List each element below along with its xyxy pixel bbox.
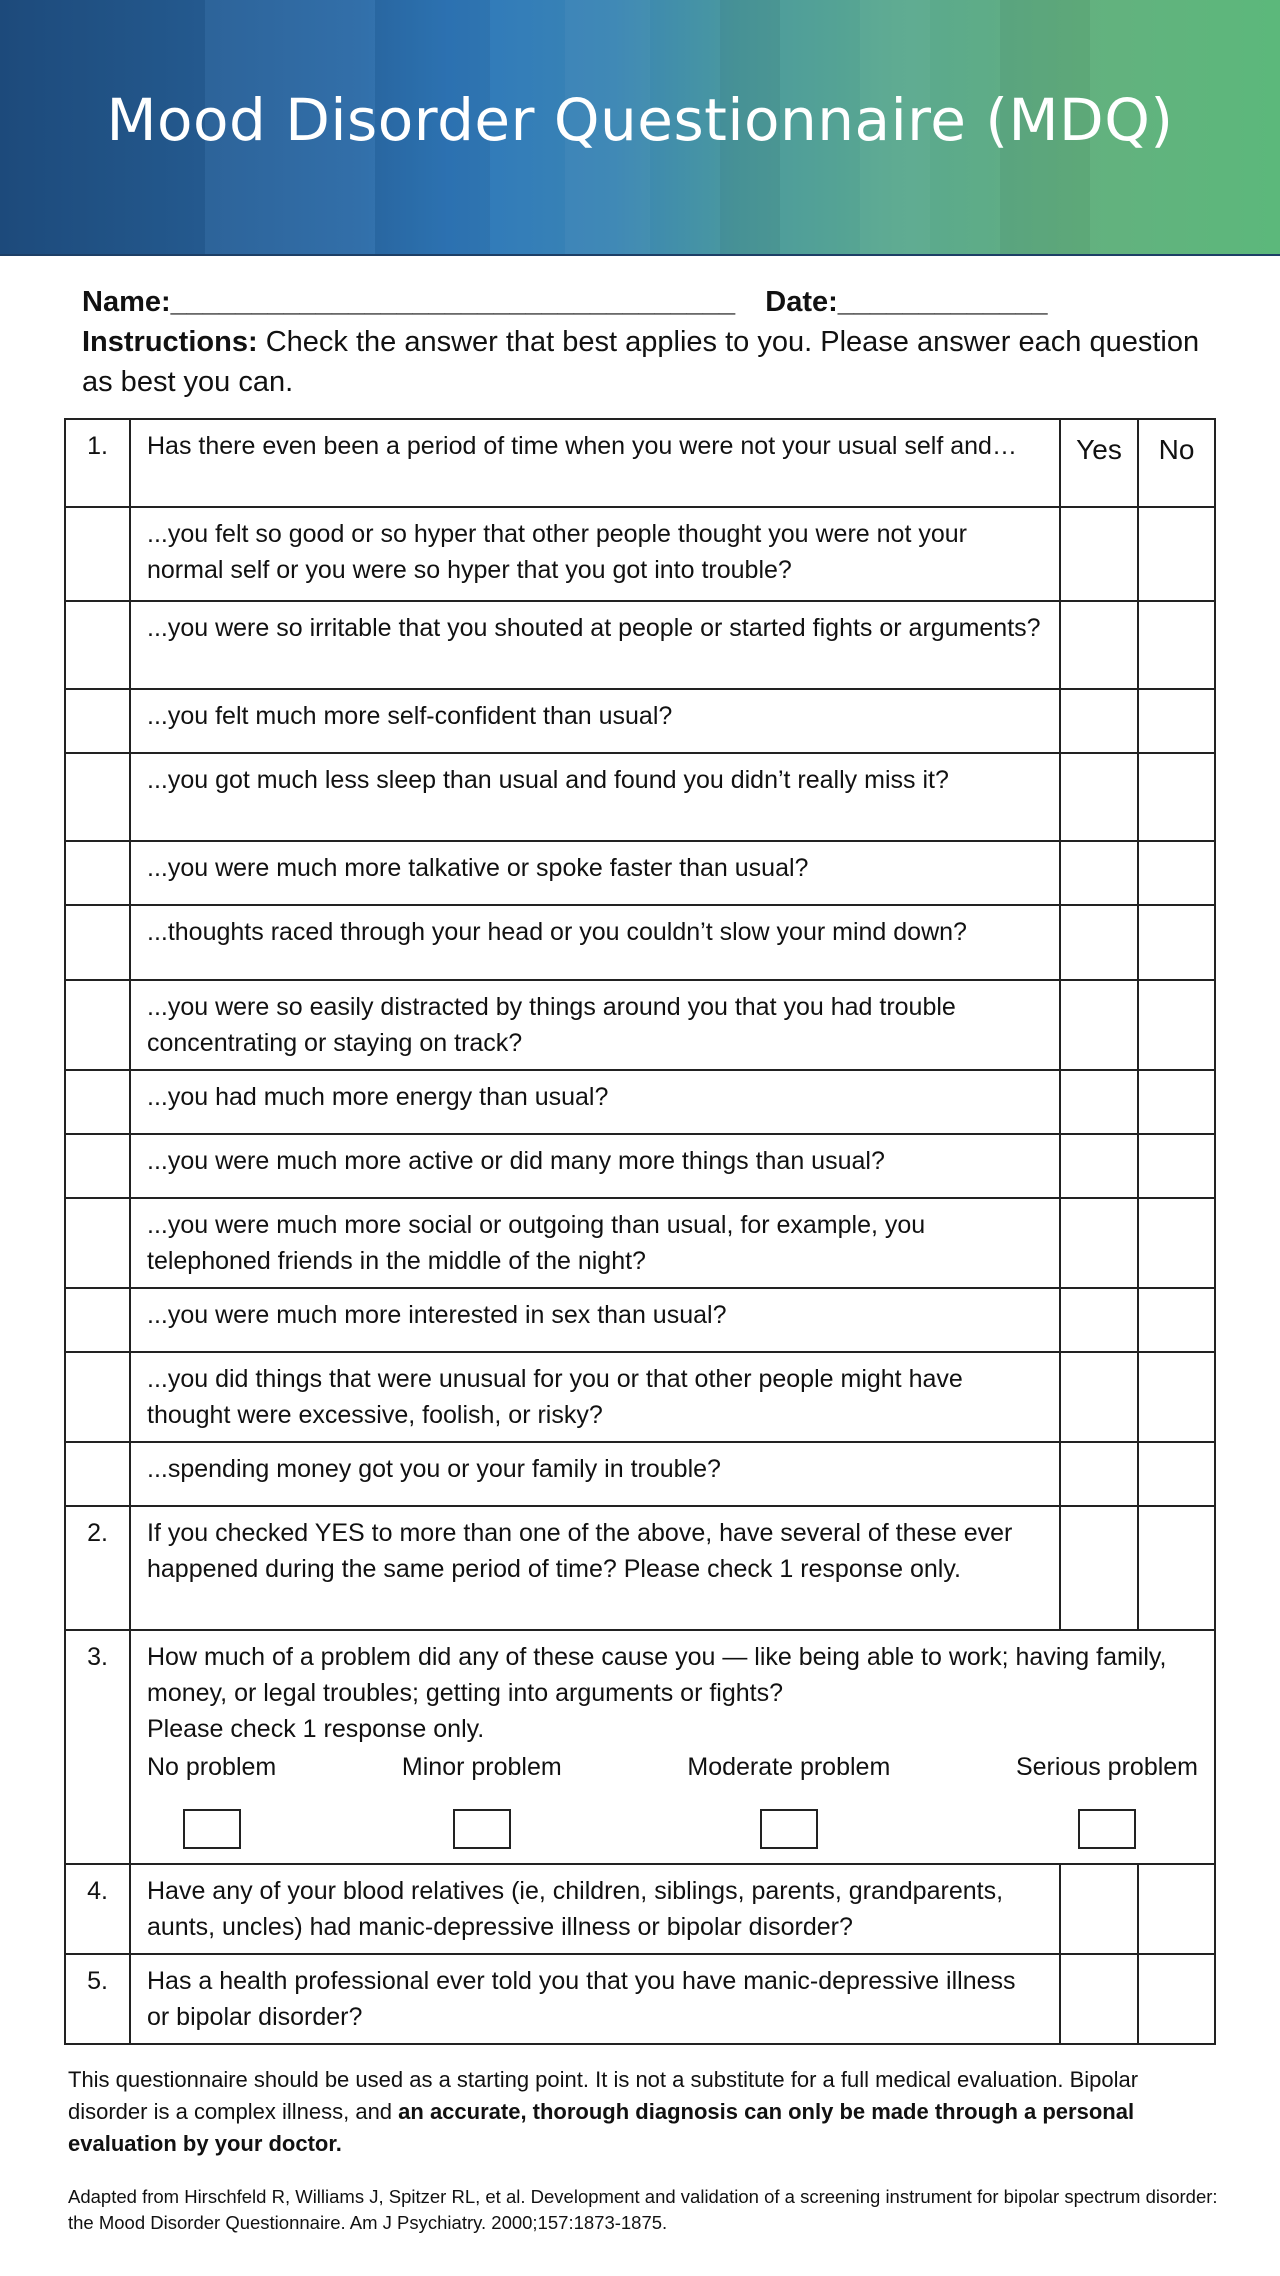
yes-checkbox[interactable] xyxy=(1060,507,1138,601)
symptom-text: ...you were so easily distracted by things around you that you had trouble concentrating or staying on track? xyxy=(130,980,1060,1070)
no-checkbox[interactable] xyxy=(1138,507,1215,601)
question-instruction: Please check 1 response only. xyxy=(147,1715,485,1743)
symptom-text: ...you were much more active or did many more things than usual? xyxy=(130,1134,1060,1198)
disclaimer-text: This questionnaire should be used as a starting point. It is not a substitute for a full medical evaluation. Bipolar disorder is a complex illness, and xyxy=(68,2067,1139,2124)
question-row-3 xyxy=(65,1630,1215,1864)
no-checkbox[interactable] xyxy=(1138,753,1215,841)
symptom-text: ...you were much more social or outgoing than usual, for example, you telephoned friends in the middle of the night? xyxy=(130,1198,1060,1288)
question-row-2 xyxy=(65,1506,1215,1630)
no-column-header: No xyxy=(1138,419,1215,507)
question-row-4 xyxy=(65,1864,1215,1954)
yes-checkbox[interactable] xyxy=(1060,1134,1138,1198)
question-row-5 xyxy=(65,1954,1215,2044)
symptom-text: ...you had much more energy than usual? xyxy=(130,1070,1060,1134)
symptom-text: ...you were so irritable that you shouted at people or started fights or arguments? xyxy=(130,601,1060,689)
date-label: Date: xyxy=(765,286,838,318)
disclaimer-emphasis: an accurate, thorough diagnosis can only be made through a personal evaluation by your doctor. xyxy=(68,2099,1135,2156)
number-cell xyxy=(65,980,130,1070)
option-label: Minor problem xyxy=(401,1753,562,1781)
number-cell xyxy=(65,753,130,841)
option-minor-problem[interactable] xyxy=(402,1749,562,1849)
no-checkbox[interactable] xyxy=(1138,980,1215,1070)
instructions-text: Check the answer that best applies to you. Please answer each question as best you can. xyxy=(82,326,1200,398)
number-cell xyxy=(65,1070,130,1134)
number-cell xyxy=(65,905,130,980)
question-text: If you checked YES to more than one of the above, have several of these ever happened during the same period of time? Please check 1 response only. xyxy=(130,1506,1060,1630)
symptom-text: ...thoughts raced through your head or you couldn’t slow your mind down? xyxy=(130,905,1060,980)
symptom-row xyxy=(65,1070,1215,1134)
question-text: Has a health professional ever told you that you have manic-depressive illness or bipolar disorder? xyxy=(130,1954,1060,2044)
option-moderate-problem[interactable] xyxy=(687,1749,890,1849)
question-row-1 xyxy=(65,419,1215,507)
symptom-row xyxy=(65,507,1215,601)
yes-checkbox[interactable] xyxy=(1060,689,1138,753)
header-banner xyxy=(0,0,1280,256)
yes-checkbox[interactable] xyxy=(1060,1288,1138,1352)
yes-column-header: Yes xyxy=(1060,419,1138,507)
yes-checkbox[interactable] xyxy=(1060,1070,1138,1134)
no-checkbox[interactable] xyxy=(1138,1198,1215,1288)
yes-checkbox[interactable] xyxy=(1060,1954,1138,2044)
no-checkbox[interactable] xyxy=(1138,1352,1215,1442)
questionnaire-table xyxy=(64,418,1216,2045)
number-cell xyxy=(65,689,130,753)
yes-checkbox[interactable] xyxy=(1060,980,1138,1070)
instructions-label: Instructions: xyxy=(82,326,258,358)
option-label: Moderate problem xyxy=(687,1753,891,1781)
number-cell xyxy=(65,841,130,905)
no-checkbox[interactable] xyxy=(1138,601,1215,689)
symptom-row xyxy=(65,689,1215,753)
instructions xyxy=(82,322,1222,402)
option-no-problem[interactable] xyxy=(147,1749,276,1849)
symptom-row xyxy=(65,1198,1215,1288)
option-checkbox[interactable] xyxy=(1078,1809,1136,1849)
yes-checkbox[interactable] xyxy=(1060,601,1138,689)
no-checkbox[interactable] xyxy=(1138,1288,1215,1352)
symptom-text: ...you were much more interested in sex than usual? xyxy=(130,1288,1060,1352)
question-text: Has there even been a period of time when you were not your usual self and… xyxy=(130,419,1060,507)
no-checkbox[interactable] xyxy=(1138,841,1215,905)
no-checkbox[interactable] xyxy=(1138,689,1215,753)
no-checkbox[interactable] xyxy=(1138,905,1215,980)
number-cell xyxy=(65,507,130,601)
yes-checkbox[interactable] xyxy=(1060,1864,1138,1954)
no-checkbox[interactable] xyxy=(1138,1506,1215,1630)
option-checkbox[interactable] xyxy=(453,1809,511,1849)
symptom-row xyxy=(65,841,1215,905)
yes-checkbox[interactable] xyxy=(1060,905,1138,980)
number-cell xyxy=(65,1134,130,1198)
question-number: 1. xyxy=(65,419,130,507)
symptom-text: ...you did things that were unusual for you or that other people might have thought were excessive, foolish, or risky? xyxy=(130,1352,1060,1442)
question-number: 3. xyxy=(65,1630,130,1864)
date-field[interactable]: _____________ xyxy=(837,286,1048,318)
question-number: 2. xyxy=(65,1506,130,1630)
number-cell xyxy=(65,601,130,689)
symptom-text: ...you got much less sleep than usual and found you didn’t really miss it? xyxy=(130,753,1060,841)
name-field[interactable]: ___________________________________ xyxy=(170,286,736,318)
number-cell xyxy=(65,1352,130,1442)
symptom-text: ...you felt so good or so hyper that other people thought you were not your normal self or you were so hyper that you got into trouble? xyxy=(130,507,1060,601)
symptom-text: ...you were much more talkative or spoke faster than usual? xyxy=(130,841,1060,905)
symptom-row xyxy=(65,753,1215,841)
name-date-row xyxy=(82,282,1222,322)
question-3-cell xyxy=(130,1630,1215,1864)
symptom-text: ...spending money got you or your family in trouble? xyxy=(130,1442,1060,1506)
disclaimer xyxy=(68,2064,1218,2160)
no-checkbox[interactable] xyxy=(1138,1954,1215,2044)
number-cell xyxy=(65,1442,130,1506)
symptom-row xyxy=(65,1134,1215,1198)
question-text: How much of a problem did any of these cause you — like being able to work; having family, money, or legal troubles; getting into arguments or fights? xyxy=(147,1643,1167,1707)
option-checkbox[interactable] xyxy=(760,1809,818,1849)
severity-options xyxy=(147,1747,1198,1849)
page-title: Mood Disorder Questionnaire (MDQ) xyxy=(106,86,1174,154)
yes-checkbox[interactable] xyxy=(1060,1198,1138,1288)
citation: Adapted from Hirschfeld R, Williams J, Spitzer RL, et al. Development and validation of a screening instrument for bipolar spectrum disorder: the Mood Disorder Questionnaire. Am J Psychiatry. 2000;157:1873-1875. xyxy=(68,2186,1218,2233)
symptom-row xyxy=(65,601,1215,689)
question-text: Have any of your blood relatives (ie, children, siblings, parents, grandparents, aunts, uncles) had manic-depressive illness or bipolar disorder? xyxy=(130,1864,1060,1954)
symptom-row xyxy=(65,1288,1215,1352)
symptom-row xyxy=(65,1442,1215,1506)
question-number: 4. xyxy=(65,1864,130,1954)
name-label: Name: xyxy=(82,286,171,318)
form-meta xyxy=(82,282,1222,402)
option-checkbox[interactable] xyxy=(183,1809,241,1849)
number-cell xyxy=(65,1288,130,1352)
number-cell xyxy=(65,1198,130,1288)
symptom-row xyxy=(65,980,1215,1070)
no-checkbox[interactable] xyxy=(1138,1070,1215,1134)
option-label: Serious problem xyxy=(1015,1753,1198,1781)
option-serious-problem[interactable] xyxy=(1016,1749,1198,1849)
symptom-text: ...you felt much more self-confident than usual? xyxy=(130,689,1060,753)
no-checkbox[interactable] xyxy=(1138,1864,1215,1954)
yes-checkbox[interactable] xyxy=(1060,1506,1138,1630)
option-label: No problem xyxy=(147,1753,277,1781)
yes-checkbox[interactable] xyxy=(1060,841,1138,905)
no-checkbox[interactable] xyxy=(1138,1134,1215,1198)
symptom-row xyxy=(65,1352,1215,1442)
yes-checkbox[interactable] xyxy=(1060,1442,1138,1506)
no-checkbox[interactable] xyxy=(1138,1442,1215,1506)
yes-checkbox[interactable] xyxy=(1060,1352,1138,1442)
symptom-row xyxy=(65,905,1215,980)
yes-checkbox[interactable] xyxy=(1060,753,1138,841)
question-number: 5. xyxy=(65,1954,130,2044)
